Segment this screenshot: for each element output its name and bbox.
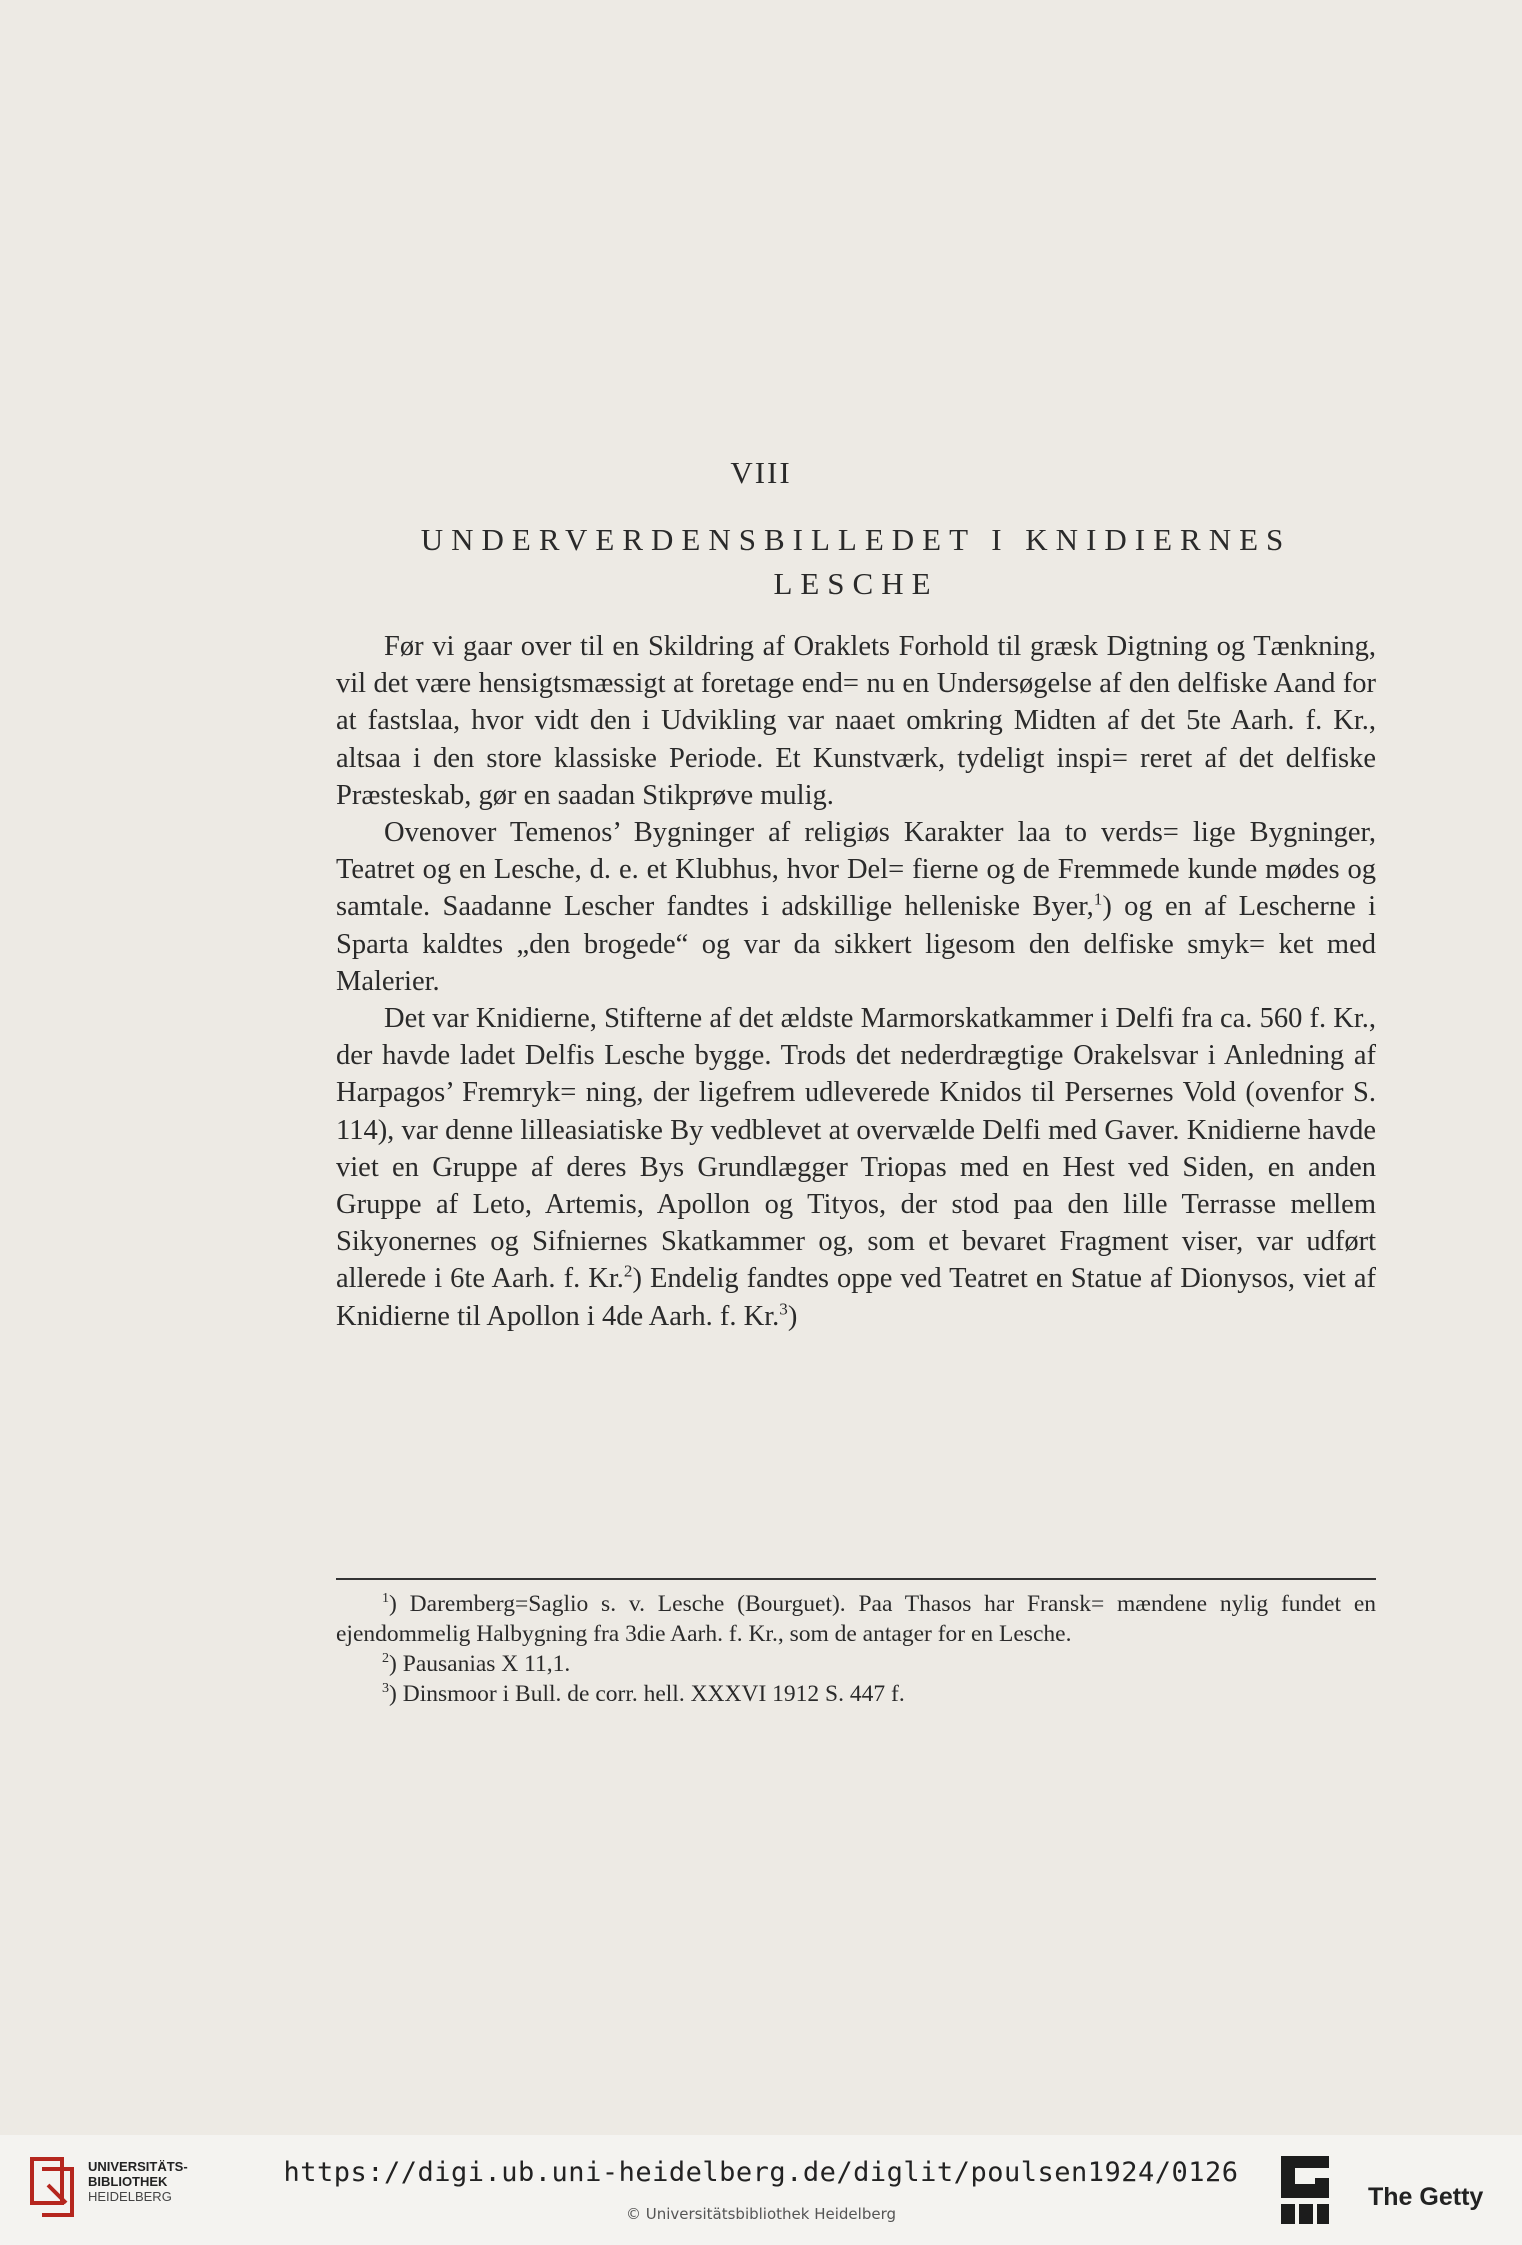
footnote-ref-1[interactable]: 1: [1093, 889, 1103, 909]
library-name-line-1: UNIVERSITÄTS-: [88, 2159, 188, 2174]
paragraph-3-text-a: Det var Knidierne, Stifterne af det ældste Marmorskatkammer i Delfi fra ca. 560 f. Kr., der havde ladet Delfis Lesche bygge. Trods det nederdrægtige Orakelsvar i Anledning af Harpagos’ Fremryk= ning, der ligefrem udleverede Knidos til Persernes Vold (ovenfor S. 114), var denne lilleasiatiske By vedblevet at overvælde Delfi med Gaver. Knidierne havde viet en Gruppe af deres Bys Grundlægger Triopas med en Hest ved Siden, en anden Gruppe af Leto, Artemis, Apollon og Tityos, der stod paa den lille Terrasse mellem Sikyonernes og Sifniernes Skatkammer og, som et bevaret Fragment viser, var udført allerede i 6te Aarh. f. Kr.: [336, 1003, 1376, 1295]
partner-name: The Getty: [1368, 2183, 1484, 2211]
footnote-3: [336, 1679, 1376, 1709]
paragraph-1-text: Før vi gaar over til en Skildring af Oraklets Forhold til græsk Digtning og Tænkning, vil det være hensigtsmæssigt at foretage end= nu en Undersøgelse af den delfiske Aand for at fastslaa, hvor vidt den i Udvikling var naaet omkring Midten af det 5te Aarh. f. Kr., altsaa i den store klassiske Periode. Et Kunstværk, tydeligt inspi= reret af det delfiske Præsteskab, gør en saadan Stikprøve mulig.: [336, 631, 1376, 811]
chapter-title-line-2: LESCHE: [773, 566, 939, 601]
permalink-url[interactable]: https://digi.ub.uni-heidelberg.de/diglit/poulsen1924/0126: [283, 2157, 1239, 2188]
viewer-footer: [0, 2135, 1522, 2245]
copyright-notice: © Universitätsbibliothek Heidelberg: [625, 2205, 896, 2223]
footnote-text: ) Dinsmoor i Bull. de corr. hell. XXXVI 1912 S. 447 f.: [389, 1681, 905, 1707]
paragraph-3-text-c: ): [787, 1300, 798, 1332]
footnote-marker: 2: [382, 1650, 390, 1667]
footnotes: [336, 1589, 1376, 1709]
footnote-text: ) Daremberg=Saglio s. v. Lesche (Bourguet). Paa Thasos har Fransk= mændene nylig fundet en ejendommelig Halbygning fra 3die Aarh. f. Kr., som de antager for en Lesche.: [336, 1591, 1376, 1647]
chapter-title: [336, 518, 1376, 606]
footnote-ref-2[interactable]: 2: [623, 1261, 633, 1281]
footnote-ref-3[interactable]: 3: [779, 1299, 788, 1319]
footnote-divider: [336, 1578, 1376, 1580]
paragraph-3-text-b: ) Endelig fandtes oppe ved Teatret en Statue af Dionysos, viet af Knidierne til Apollon i 4de Aarh. f. Kr.: [336, 1263, 1377, 1332]
paragraph-1: [336, 628, 1376, 814]
chapter-title-line-1: UNDERVERDENSBILLEDET I KNIDIERNES: [420, 522, 1292, 557]
body-text: [336, 628, 1376, 1335]
getty-logo-icon[interactable]: [1275, 2150, 1335, 2230]
footnote-1: [336, 1589, 1376, 1649]
footnote-marker: 3: [382, 1680, 390, 1697]
chapter-number: VIII: [730, 455, 792, 490]
footnote-text: ) Pausanias X 11,1.: [389, 1651, 571, 1677]
paragraph-2-text-a: Ovenover Temenos’ Bygninger af religiøs Karakter laa to verds= lige Bygninger, Teatret og en Lesche, d. e. et Klubhus, hvor Del= fierne og de Fremmede kunde mødes og samtale. Saadanne Lescher fandtes i adskillige helleniske Byer,: [336, 817, 1376, 923]
library-name-line-2: BIBLIOTHEK: [88, 2174, 168, 2189]
paragraph-2-text-b: ) og en af Lescherne i Sparta kaldtes „den brogede“ og var da sikkert ligesom den delfiske smyk= ket med Malerier.: [336, 891, 1376, 997]
footnote-marker: 1: [382, 1590, 390, 1607]
footnote-2: [336, 1649, 1376, 1679]
paragraph-3: [336, 1000, 1376, 1335]
library-name-line-3: HEIDELBERG: [88, 2189, 172, 2204]
paragraph-2: [336, 814, 1376, 1000]
